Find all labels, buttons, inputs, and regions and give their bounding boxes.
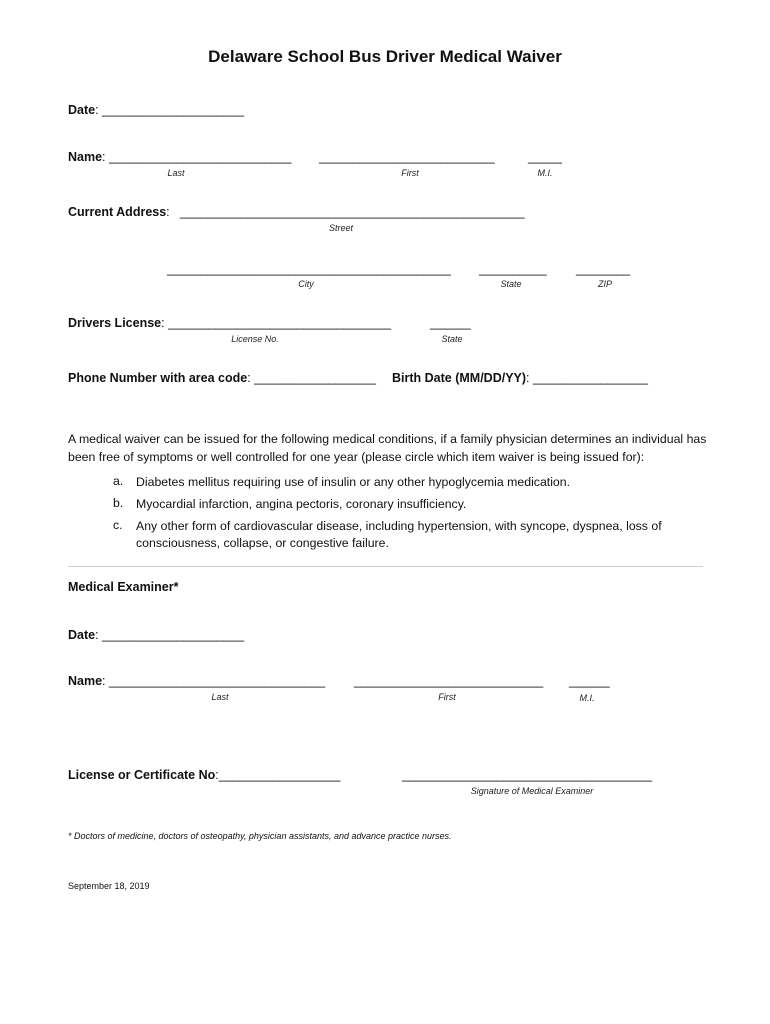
applicant-mi-field[interactable]: _____	[528, 150, 562, 164]
examiner-last-name-field[interactable]: ________________________________	[109, 674, 326, 688]
street-field[interactable]: ___________________________________________________	[180, 205, 525, 219]
applicant-date-field[interactable]: _____________________	[102, 103, 244, 117]
phone-row: Phone Number with area code: __________________	[68, 371, 376, 385]
applicant-date-label: Date	[68, 103, 96, 117]
examiner-signature-field[interactable]: _____________________________________	[402, 768, 652, 782]
condition-b-marker: b.	[113, 496, 124, 510]
birth-date-label: Birth Date (MM/DD/YY)	[392, 371, 527, 385]
city-caption: City	[298, 279, 314, 289]
state-field[interactable]: __________	[479, 262, 547, 276]
city-field[interactable]: __________________________________________	[167, 262, 451, 276]
examiner-name-label: Name	[68, 674, 103, 688]
examiner-heading-row	[68, 580, 178, 594]
condition-a-text[interactable]: Diabetes mellitus requiring use of insulin or any other hypoglycemia medication.	[136, 475, 571, 489]
applicant-first-name-field[interactable]: __________________________	[319, 150, 495, 164]
examiner-mi-field[interactable]: ______	[569, 674, 610, 688]
state-caption: State	[500, 279, 522, 289]
phone-field[interactable]: __________________	[254, 371, 376, 385]
intro-paragraph: A medical waiver can be issued for the following medical conditions, if a family physician determines an individual has been free of symptoms or well controlled for one year (please circle which item waiver is being issued for):	[68, 432, 707, 464]
applicant-mi-caption: M.I.	[537, 168, 553, 178]
examiner-mi-caption: M.I.	[579, 693, 595, 703]
applicant-name-row: Name: ___________________________	[68, 150, 292, 164]
condition-c-text[interactable]: Any other form of cardiovascular disease, including hypertension, with syncope, dyspnea, loss of consciousness, collapse, or congestive failure.	[136, 519, 662, 550]
revision-date: September 18, 2019	[68, 881, 150, 891]
condition-b-text[interactable]: Myocardial infarction, angina pectoris, coronary insufficiency.	[136, 497, 467, 511]
examiner-date-row: Date: _____________________	[68, 628, 244, 642]
license-state-field[interactable]: ______	[430, 316, 471, 330]
applicant-date-row: Date: _____________________	[68, 103, 244, 117]
zip-caption: ZIP	[597, 279, 612, 289]
examiner-date-field[interactable]: _____________________	[102, 628, 244, 642]
examiner-license-label: License or Certificate No	[68, 768, 216, 782]
address-label: Current Address	[68, 205, 167, 219]
phone-label: Phone Number with area code	[68, 371, 248, 385]
applicant-last-caption: Last	[167, 168, 185, 178]
condition-a-marker: a.	[113, 474, 124, 488]
birth-date-field[interactable]: _________________	[532, 371, 648, 385]
license-number-field[interactable]: _________________________________	[168, 316, 391, 330]
examiner-heading: Medical Examiner*	[68, 580, 179, 594]
applicant-first-caption: First	[401, 168, 419, 178]
examiner-first-name-field[interactable]: ____________________________	[354, 674, 544, 688]
page-title: Delaware School Bus Driver Medical Waiver	[208, 47, 562, 66]
examiner-license-row: License or Certificate No:__________________	[68, 768, 341, 782]
examiner-signature-caption: Signature of Medical Examiner	[470, 786, 594, 796]
drivers-license-label: Drivers License	[68, 316, 162, 330]
address-row: Current Address:	[68, 205, 170, 219]
examiner-last-caption: Last	[211, 692, 229, 702]
examiner-date-label: Date	[68, 628, 96, 642]
license-state-caption: State	[441, 334, 463, 344]
examiner-first-caption: First	[438, 692, 456, 702]
license-number-caption: License No.	[231, 334, 279, 344]
zip-field[interactable]: ________	[576, 262, 631, 276]
street-caption: Street	[328, 223, 353, 233]
applicant-last-name-field[interactable]: ___________________________	[109, 150, 292, 164]
examiner-name-row: Name: ________________________________	[68, 674, 326, 688]
drivers-license-row: Drivers License: _________________________________	[68, 316, 391, 330]
examiner-license-field[interactable]: __________________	[218, 768, 341, 782]
section-divider	[68, 566, 703, 567]
birth-date-row: Birth Date (MM/DD/YY): _________________	[392, 371, 648, 385]
applicant-name-label: Name	[68, 150, 103, 164]
footnote: * Doctors of medicine, doctors of osteopathy, physician assistants, and advance practice nurses.	[68, 831, 452, 841]
condition-c-marker: c.	[113, 518, 123, 532]
